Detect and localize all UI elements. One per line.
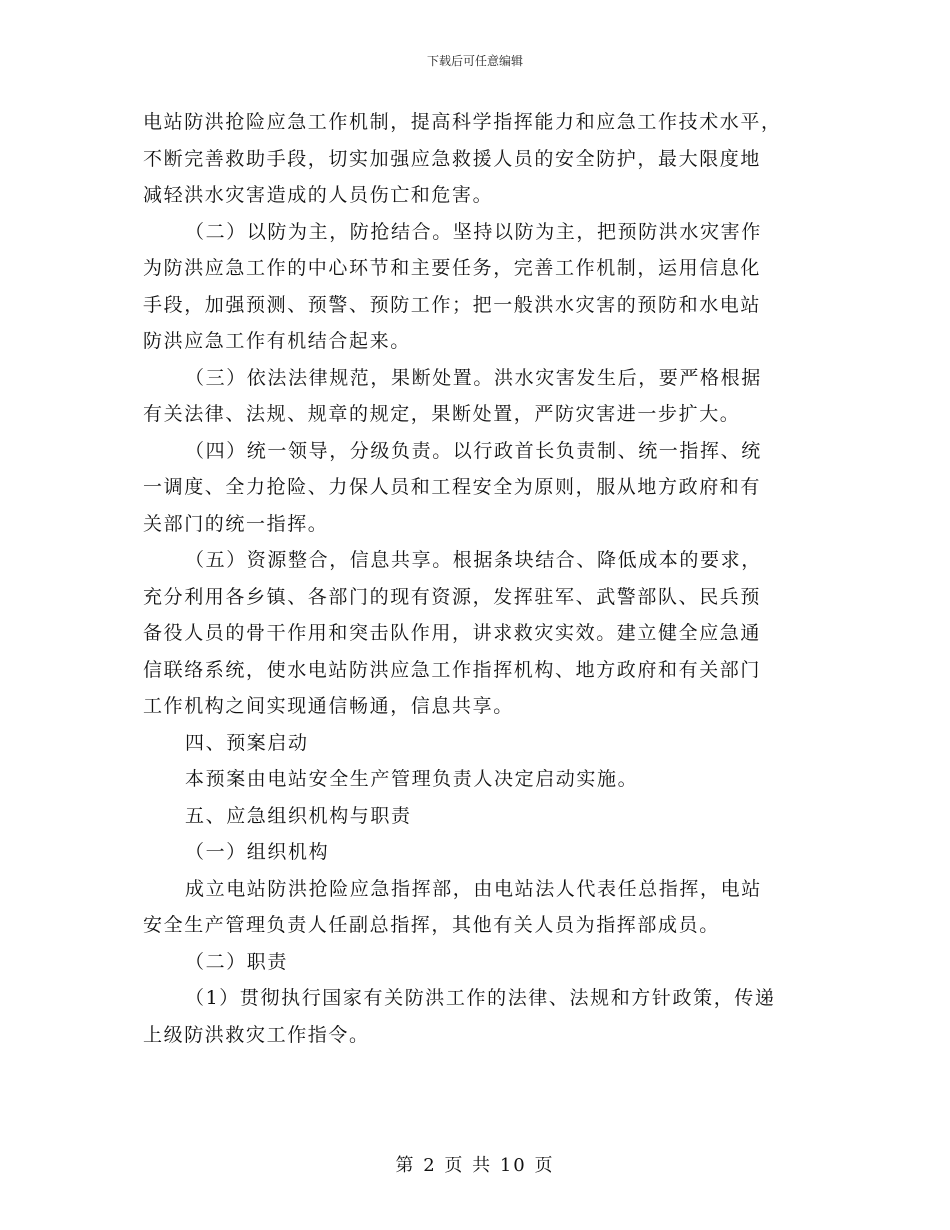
section-heading: 五、应急组织机构与职责 [185,804,412,827]
body-line: 防洪应急工作有机结合起来。 [143,330,411,352]
body-line: 成立电站防洪抢险应急指挥部，由电站法人代表任总指挥，电站 [185,877,762,900]
body-line: （四）统一领导，分级负责。以行政首长负责制、统一指挥、统 [185,439,762,462]
page-header: 下载后可任意编辑 [426,54,523,68]
body-line: 为防洪应急工作的中心环节和主要任务，完善工作机制，运用信息化 [143,257,762,279]
body-line: 上级防洪救灾工作指令。 [143,1023,370,1046]
body-line: 不断完善救助手段，切实加强应急救援人员的安全防护，最大限度地 [143,147,762,170]
body-line: 有关法律、法规、规章的规定，果断处置，严防灾害进一步扩大。 [143,403,741,425]
body-line: 一调度、全力抢险、力保人员和工程安全为原则，服从地方政府和有 [143,476,762,498]
body-line: 信联络系统，使水电站防洪应急工作指挥机构、地方政府和有关部门 [143,658,762,681]
body-line: （五）资源整合，信息共享。根据条块结合、降低成本的要求， [185,549,762,571]
body-line: 手段，加强预测、预警、预防工作；把一般洪水灾害的预防和水电站 [143,293,762,316]
page-footer: 第 2 页 共 10 页 [395,1155,555,1176]
body-line: 安全生产管理负责人任副总指挥，其他有关人员为指挥部成员。 [143,914,720,936]
body-line: 充分利用各乡镇、各部门的现有资源，发挥驻军、武警部队、民兵预 [143,585,762,608]
document-body [143,104,811,1053]
body-line: 备役人员的骨干作用和突击队作用，讲求救灾实效。建立健全应急通 [143,622,762,644]
section-heading: 四、预案启动 [185,731,309,754]
body-line: 本预案由电站安全生产管理负责人决定启动实施。 [185,768,639,790]
subsection-heading: （一）组织机构 [185,841,330,863]
subsection-heading: （二）职责 [185,950,289,973]
body-line: （三）依法法律规范，果断处置。洪水灾害发生后，要严格根据 [185,366,762,389]
body-line: （1）贯彻执行国家有关防洪工作的法律、法规和方针政策，传递 [185,987,776,1009]
body-line: （二）以防为主，防抢结合。坚持以防为主，把预防洪水灾害作 [185,220,762,243]
body-line: 关部门的统一指挥。 [143,512,329,535]
body-line: 工作机构之间实现通信畅通，信息共享。 [143,695,514,717]
body-line: 电站防洪抢险应急工作机制，提高科学指挥能力和应急工作技术水平， [143,111,782,133]
body-line: 减轻洪水灾害造成的人员伤亡和危害。 [143,184,494,206]
